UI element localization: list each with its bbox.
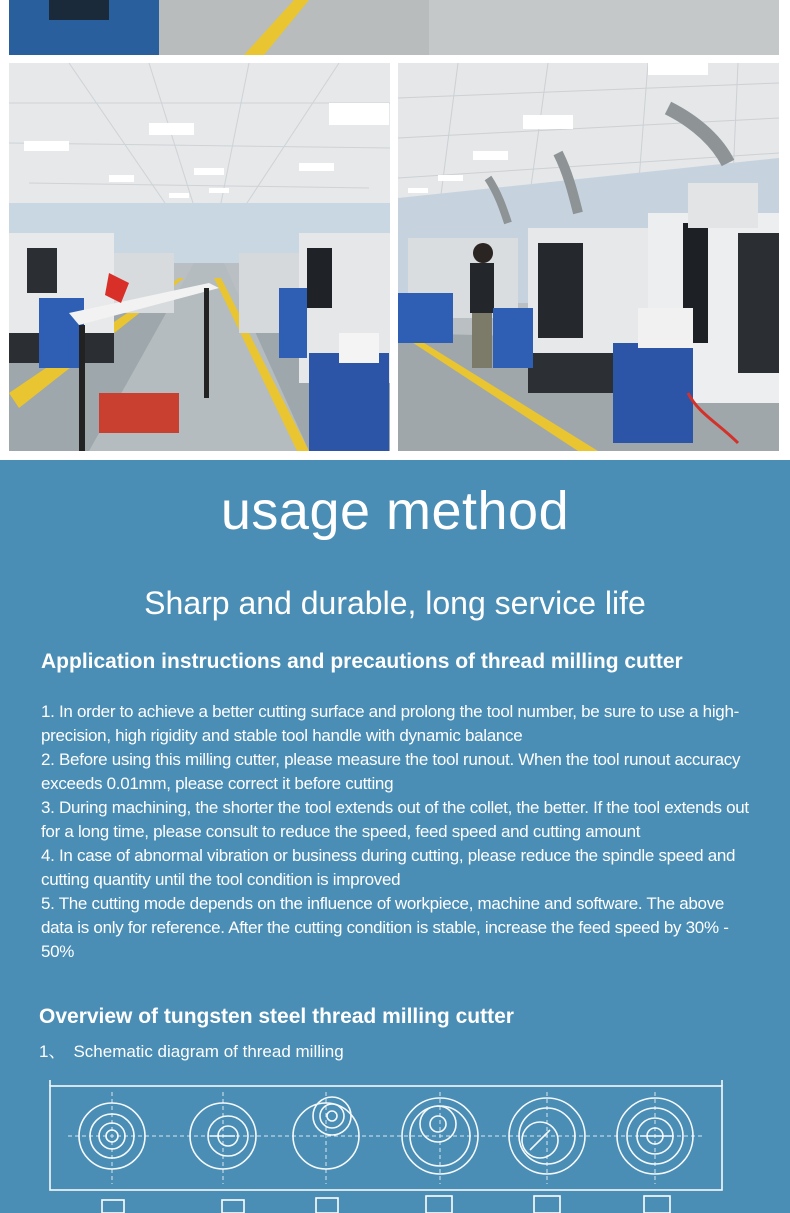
thread-milling-schematic [40, 1080, 740, 1213]
factory-photo-top [9, 0, 779, 55]
schematic-label-text: Schematic diagram of thread milling [73, 1042, 344, 1061]
usage-subtitle: Sharp and durable, long service life [144, 585, 646, 621]
factory-photo-left [9, 63, 390, 451]
schematic-label [39, 1037, 344, 1062]
factory-photo-right [398, 63, 779, 451]
instruction-item: 5. The cutting mode depends on the influence of workpiece, machine and software. The above data is only for reference. After the cutting condition is stable, increase the feed speed by 30% - 50% [41, 894, 729, 961]
usage-method-title: usage method [220, 481, 570, 541]
factory-aisle-image [9, 63, 390, 451]
usage-method-section [0, 460, 790, 1213]
instruction-item: 4. In case of abnormal vibration or business during cutting, please reduce the spindle speed and cutting quantity until the tool condition is improved [41, 846, 736, 889]
instruction-item: 2. Before using this milling cutter, please measure the tool runout. When the tool runout accuracy exceeds 0.01mm, please correct it before cutting [41, 750, 741, 793]
instruction-item: 3. During machining, the shorter the tool extends out of the collet, the better. If the tool extends out for a long time, please consult to reduce the speed, feed speed and cutting amount [41, 798, 749, 841]
factory-photo-top-image [9, 0, 779, 55]
thread-milling-diagram [40, 1080, 740, 1213]
application-instructions-heading: Application instructions and precautions of thread milling cutter [41, 650, 683, 673]
overview-heading: Overview of tungsten steel thread milling cutter [39, 1005, 514, 1028]
instruction-item: 1. In order to achieve a better cutting surface and prolong the tool number, be sure to use a high-precision, high rigidity and stable tool handle with dynamic balance [41, 702, 739, 745]
instructions-list [41, 700, 753, 964]
schematic-number: 1、 [39, 1042, 66, 1061]
factory-operator-image [398, 63, 779, 451]
